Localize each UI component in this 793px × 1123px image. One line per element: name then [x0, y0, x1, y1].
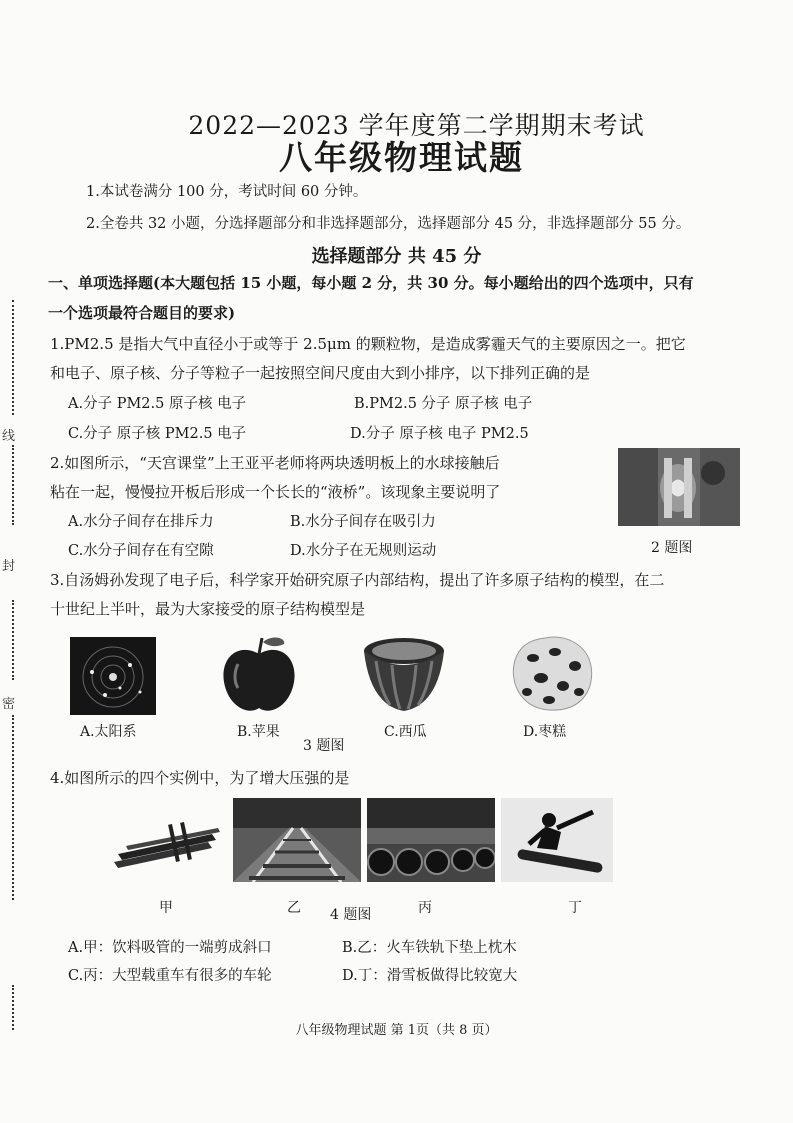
note-1: 1.本试卷满分 100 分，考试时间 60 分钟。	[86, 184, 368, 200]
q3-label-a: A.太阳系	[80, 724, 137, 740]
exam-title: 2022—2023 学年度第二学期期末考试	[188, 111, 645, 140]
q4-option-a: A.甲：饮料吸管的一端剪成斜口	[68, 940, 272, 956]
note-2: 2.全卷共 32 小题，分选择题部分和非选择题部分，选择题部分 45 分，非选择题部分 55 分。	[86, 216, 691, 232]
q3-line2: 十世纪上半叶，最为大家接受的原子结构模型是	[50, 600, 366, 618]
q2-option-c: C.水分子间存在有空隙	[68, 543, 214, 559]
q2-line2: 粘在一起，慢慢拉开板后形成一个长长的“液桥”。该现象主要说明了	[50, 483, 501, 501]
binding-line-mid2	[12, 600, 14, 680]
q4-caption: 4 题图	[330, 907, 372, 923]
q1-option-b: B.PM2.5 分子 原子核 电子	[354, 396, 533, 412]
q4-railway-track-image	[233, 798, 361, 882]
q4-snowboard-image	[501, 798, 613, 882]
q3-watermelon-image	[362, 635, 446, 715]
margin-mark-seal: 封	[2, 559, 16, 574]
part1-line1: 一、单项选择题(本大题包括 15 小题，每小题 2 分，共 30 分。每小题给出的四个选项中，只有	[48, 274, 694, 292]
q2-option-d: D.水分子在无规则运动	[290, 543, 437, 559]
q2-option-b: B.水分子间存在吸引力	[290, 514, 436, 530]
q4-straws-image	[112, 820, 224, 870]
q2-line1: 2.如图所示，“天宫课堂”上王亚平老师将两块透明板上的水球接触后	[50, 454, 500, 472]
page-footer: 八年级物理试题 第 1页（共 8 页）	[295, 1023, 498, 1038]
q3-apple-image	[218, 632, 300, 716]
q3-line1: 3.自汤姆孙发现了电子后，科学家开始研究原子内部结构，提出了许多原子结构的模型，在二	[50, 571, 665, 589]
binding-line-mid1	[12, 445, 14, 525]
q1-line2: 和电子、原子核、分子等粒子一起按照空间尺度由大到小排序，以下排列正确的是	[50, 364, 591, 382]
q2-option-a: A.水分子间存在排斥力	[68, 514, 214, 530]
q4-heavy-truck-image	[367, 798, 495, 882]
q4-line1: 4.如图所示的四个实例中，为了增大压强的是	[50, 769, 350, 787]
binding-line-low	[12, 715, 14, 900]
q3-label-b: B.苹果	[237, 724, 280, 740]
margin-mark-line: 线	[2, 429, 16, 444]
q4-label-jia: 甲	[159, 900, 173, 916]
q4-label-bing: 丙	[418, 900, 432, 916]
q3-solar-system-image	[70, 637, 156, 715]
q3-label-c: C.西瓜	[384, 724, 427, 740]
q4-option-d: D.丁：滑雪板做得比较宽大	[342, 968, 518, 984]
q3-date-cake-image	[505, 630, 597, 716]
q1-option-c: C.分子 原子核 PM2.5 电子	[68, 426, 247, 442]
section-title: 选择题部分 共 45 分	[311, 246, 482, 267]
q3-caption: 3 题图	[303, 738, 345, 754]
margin-mark-secret: 密	[2, 697, 16, 712]
binding-line-top	[12, 300, 14, 415]
q1-option-d: D.分子 原子核 电子 PM2.5	[350, 426, 529, 442]
q1-option-a: A.分子 PM2.5 原子核 电子	[68, 396, 247, 412]
q1-line1: 1.PM2.5 是指大气中直径小于或等于 2.5μm 的颗粒物，是造成雾霾天气的主要原因之一。把它	[50, 335, 686, 353]
part1-line2: 一个选项最符合题目的要求)	[48, 304, 236, 322]
q4-label-yi: 乙	[287, 900, 301, 916]
q3-label-d: D.枣糕	[523, 724, 567, 740]
q4-label-ding: 丁	[568, 900, 582, 916]
q4-option-b: B.乙：火车铁轨下垫上枕木	[342, 940, 517, 956]
exam-subtitle: 八年级物理试题	[279, 138, 524, 177]
q2-liquid-bridge-photo	[618, 448, 740, 526]
q4-option-c: C.丙：大型载重车有很多的车轮	[68, 968, 272, 984]
q2-caption: 2 题图	[651, 540, 693, 556]
